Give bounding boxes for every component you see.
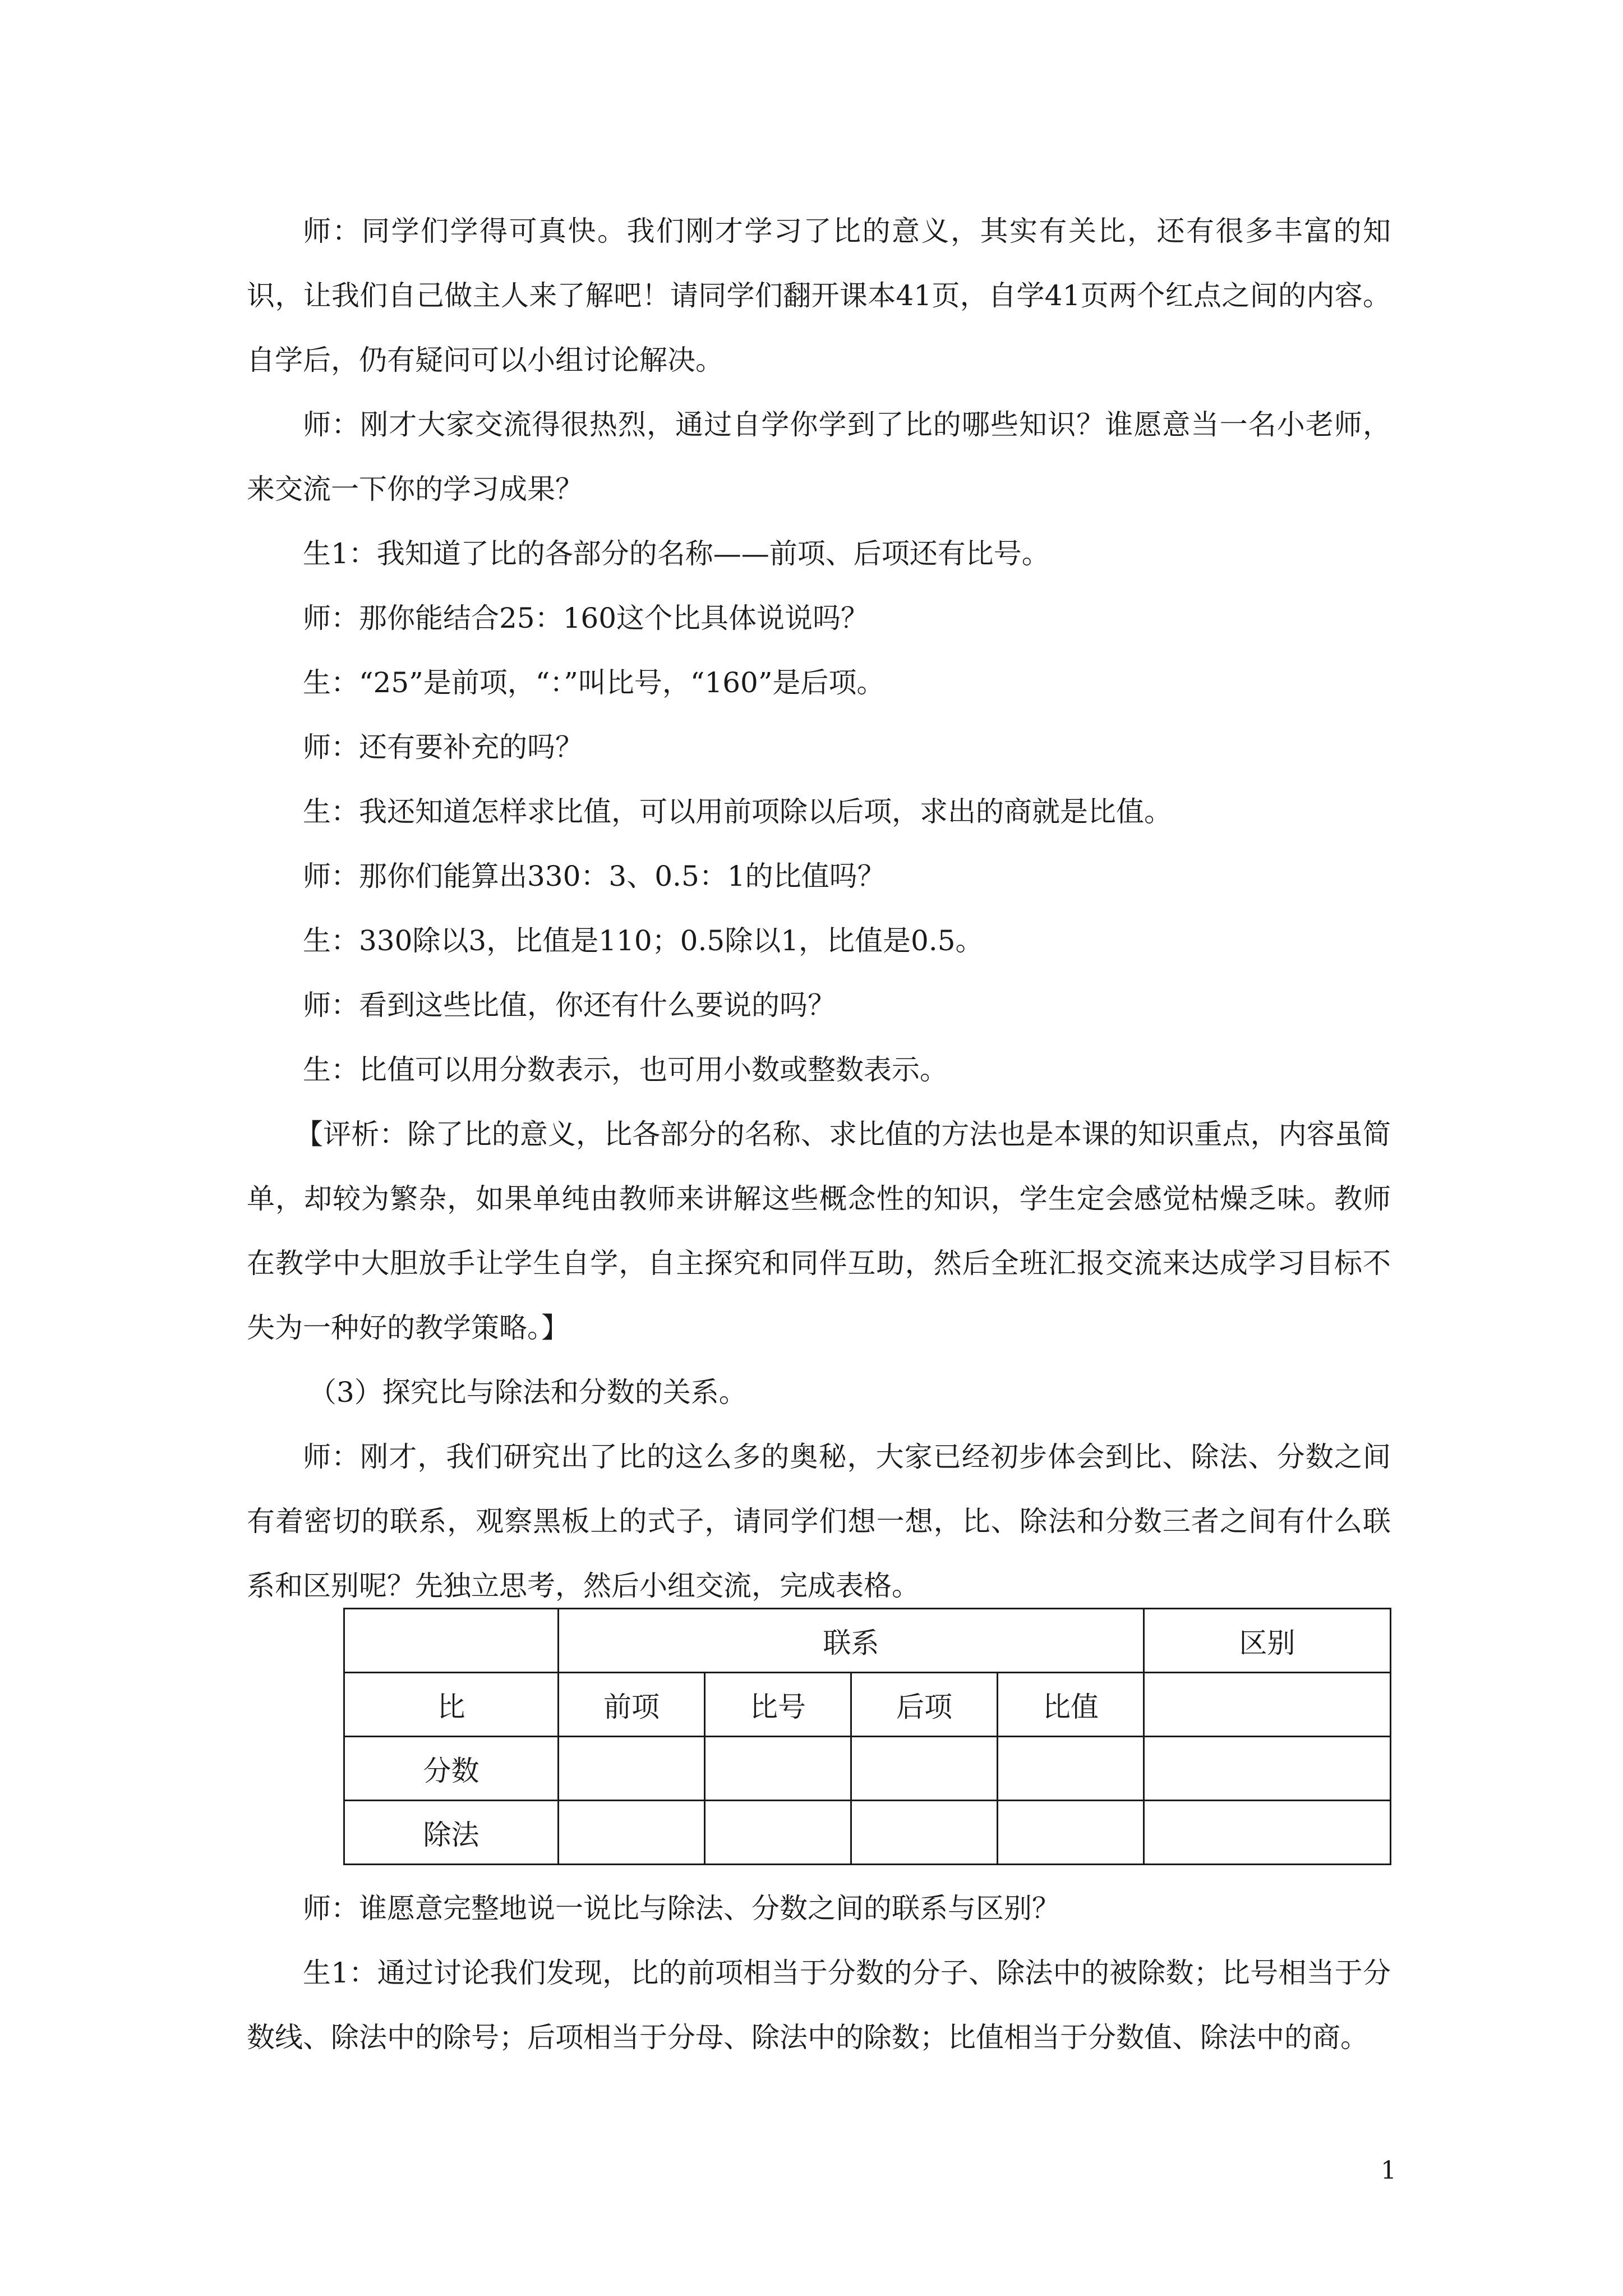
table-empty-cell [1144,1673,1391,1737]
table-empty-cell [851,1737,998,1801]
relation-table [343,1608,1391,1865]
table-row-label: 分数 [344,1737,559,1801]
paragraph-student-ratio-value: 生：我还知道怎样求比值，可以用前项除以后项，求出的商就是比值。 [303,795,1172,828]
paragraph-student-express: 生：比值可以用分数表示，也可用小数或整数表示。 [303,1053,948,1086]
paragraph-student1-conclusion: 生1：通过讨论我们发现，比的前项相当于分数的分子、除法中的被除数；比号相当于分数线、除法中的除号；后项相当于分母、除法中的除数；比值相当于分数值、除法中的商。 [247,1957,1391,2054]
paragraph-teacher-calc: 师：那你们能算出330：3、0.5：1的比值吗？ [303,860,886,892]
paragraph-student1-names: 生1：我知道了比的各部分的名称——前项、后项还有比号。 [303,537,1050,570]
table-empty-cell [559,1801,705,1865]
paragraph-teacher-supplement: 师：还有要补充的吗？ [303,731,583,763]
table-empty-cell [1144,1801,1391,1865]
table-subheader-cell: 前项 [559,1673,705,1737]
table-row [344,1801,1391,1865]
section-heading: （3）探究比与除法和分数的关系。 [308,1376,747,1409]
table-empty-cell [998,1737,1144,1801]
table-empty-cell [559,1737,705,1801]
table-row-label: 比 [344,1673,559,1737]
paragraph-self-study: 师：同学们学得可真快。我们刚才学习了比的意义，其实有关比，还有很多丰富的知识，让我们自己做主人来了解吧！请同学们翻开课本41页，自学41页两个红点之间的内容。自学后，仍有疑问可以小组讨论解决。 [247,215,1391,376]
table-empty-cell [1144,1737,1391,1801]
paragraph-teacher-example: 师：那你能结合25：160这个比具体说说吗？ [303,602,869,634]
table-empty-cell [705,1801,851,1865]
paragraph-teacher-summary: 师：谁愿意完整地说一说比与除法、分数之间的联系与区别？ [303,1892,1060,1925]
table-empty-cell [998,1801,1144,1865]
table-subheader-cell: 后项 [851,1673,998,1737]
table-corner-cell [344,1609,559,1673]
paragraph-teacher-ask: 师：看到这些比值，你还有什么要说的吗？ [303,989,836,1022]
page-number: 1 [1381,2156,1396,2185]
table-row-label: 除法 [344,1801,559,1865]
table-empty-cell [851,1801,998,1865]
paragraph-student-terms: 生：“25”是前项，“：”叫比号，“160”是后项。 [303,666,885,699]
paragraph-teacher-relation: 师：刚才，我们研究出了比的这么多的奥秘，大家已经初步体会到比、除法、分数之间有着密切的联系，观察黑板上的式子，请同学们想一想，比、除法和分数三者之间有什么联系和区别呢？先独立思考，然后小组交流，完成表格。 [247,1441,1391,1602]
table-row [344,1673,1391,1737]
table-subheader-cell: 比号 [705,1673,851,1737]
table-header-difference: 区别 [1144,1609,1391,1673]
table-header-relation: 联系 [559,1609,1144,1673]
table-subheader-cell: 比值 [998,1673,1144,1737]
paragraph-teacher-question: 师：刚才大家交流得很热烈，通过自学你学到了比的哪些知识？谁愿意当一名小老师，来交流一下你的学习成果？ [247,408,1391,505]
paragraph-student-calc: 生：330除以3，比值是110；0.5除以1，比值是0.5。 [303,924,984,957]
table-empty-cell [705,1737,851,1801]
table-row [344,1737,1391,1801]
paragraph-commentary: 【评析：除了比的意义，比各部分的名称、求比值的方法也是本课的知识重点，内容虽简单，却较为繁杂，如果单纯由教师来讲解这些概念性的知识，学生定会感觉枯燥乏味。教师在教学中大胆放手让学生自学，自主探究和同伴互助，然后全班汇报交流来达成学习目标不失为一种好的教学策略。】 [247,1118,1391,1344]
table-header-row [344,1609,1391,1673]
